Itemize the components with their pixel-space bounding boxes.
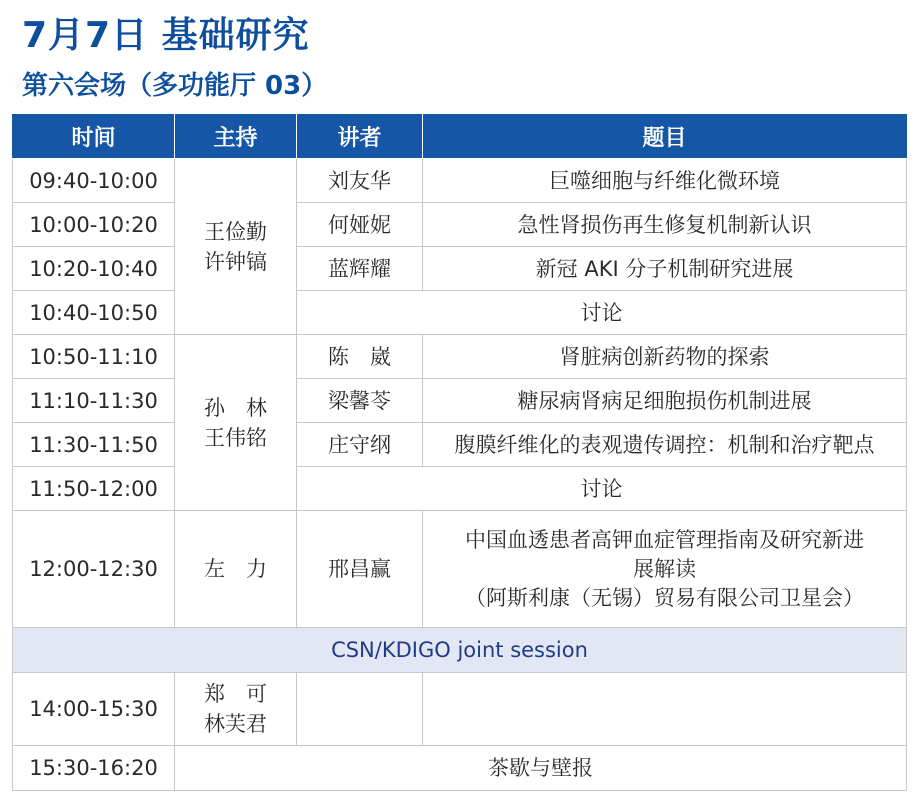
table-row xyxy=(13,335,907,379)
speaker-cell: 何娅妮 xyxy=(297,203,423,247)
time-cell: 14:00-15:30 xyxy=(13,673,175,746)
host-name: 王伟铭 xyxy=(204,425,267,450)
table-row xyxy=(13,746,907,791)
table-row xyxy=(13,673,907,746)
column-header-host: 主持 xyxy=(175,114,297,159)
topic-cell: 肾脏病创新药物的探索 xyxy=(423,335,907,379)
host-name: 孙 林 xyxy=(204,395,267,420)
section-row xyxy=(13,628,907,673)
host-name: 王俭勤 xyxy=(204,219,267,244)
host-name: 许钟镐 xyxy=(204,249,267,274)
host-cell xyxy=(175,335,297,511)
host-cell xyxy=(175,159,297,335)
speaker-cell xyxy=(297,673,423,746)
time-cell: 10:50-11:10 xyxy=(13,335,175,379)
speaker-cell: 梁馨苓 xyxy=(297,379,423,423)
topic-line: （阿斯利康（无锡）贸易有限公司卫星会） xyxy=(465,585,864,610)
time-cell: 10:20-10:40 xyxy=(13,247,175,291)
speaker-cell: 蓝辉耀 xyxy=(297,247,423,291)
topic-line: 展解读 xyxy=(633,556,696,581)
column-header-topic: 题目 xyxy=(423,114,907,159)
discussion-cell: 讨论 xyxy=(297,467,907,511)
topic-cell xyxy=(423,673,907,746)
table-row xyxy=(13,247,907,291)
topic-cell: 新冠 AKI 分子机制研究进展 xyxy=(423,247,907,291)
topic-line: 中国血透患者高钾血症管理指南及研究新进 xyxy=(465,527,864,552)
time-cell: 11:50-12:00 xyxy=(13,467,175,511)
time-cell: 10:40-10:50 xyxy=(13,291,175,335)
joint-session-label: CSN/KDIGO joint session xyxy=(13,628,907,673)
table-row xyxy=(13,159,907,203)
speaker-cell: 庄守纲 xyxy=(297,423,423,467)
topic-cell: 巨噬细胞与纤维化微环境 xyxy=(423,159,907,203)
speaker-cell: 刘友华 xyxy=(297,159,423,203)
host-cell xyxy=(175,673,297,746)
table-row xyxy=(13,423,907,467)
time-cell: 12:00-12:30 xyxy=(13,511,175,628)
column-header-time: 时间 xyxy=(13,114,175,159)
table-row xyxy=(13,511,907,628)
time-cell: 15:30-16:20 xyxy=(13,746,175,791)
table-row xyxy=(13,291,907,335)
table-row xyxy=(13,467,907,511)
time-cell: 11:10-11:30 xyxy=(13,379,175,423)
column-header-speaker: 讲者 xyxy=(297,114,423,159)
table-header-row xyxy=(13,114,907,159)
break-cell: 茶歇与壁报 xyxy=(175,746,907,791)
page-subtitle: 第六会场（多功能厅 03） xyxy=(22,71,328,101)
topic-cell xyxy=(423,511,907,628)
schedule-table xyxy=(12,114,907,791)
page-title: 7月7日 基础研究 xyxy=(22,15,310,56)
host-name: 林芙君 xyxy=(204,712,267,736)
host-name: 郑 可 xyxy=(204,682,267,706)
time-cell: 09:40-10:00 xyxy=(13,159,175,203)
time-cell: 11:30-11:50 xyxy=(13,423,175,467)
speaker-cell: 陈 崴 xyxy=(297,335,423,379)
topic-cell: 急性肾损伤再生修复机制新认识 xyxy=(423,203,907,247)
host-cell: 左 力 xyxy=(175,511,297,628)
time-cell: 10:00-10:20 xyxy=(13,203,175,247)
speaker-cell: 邢昌赢 xyxy=(297,511,423,628)
topic-cell: 腹膜纤维化的表观遗传调控：机制和治疗靶点 xyxy=(423,423,907,467)
discussion-cell: 讨论 xyxy=(297,291,907,335)
table-row xyxy=(13,379,907,423)
table-row xyxy=(13,203,907,247)
topic-cell: 糖尿病肾病足细胞损伤机制进展 xyxy=(423,379,907,423)
